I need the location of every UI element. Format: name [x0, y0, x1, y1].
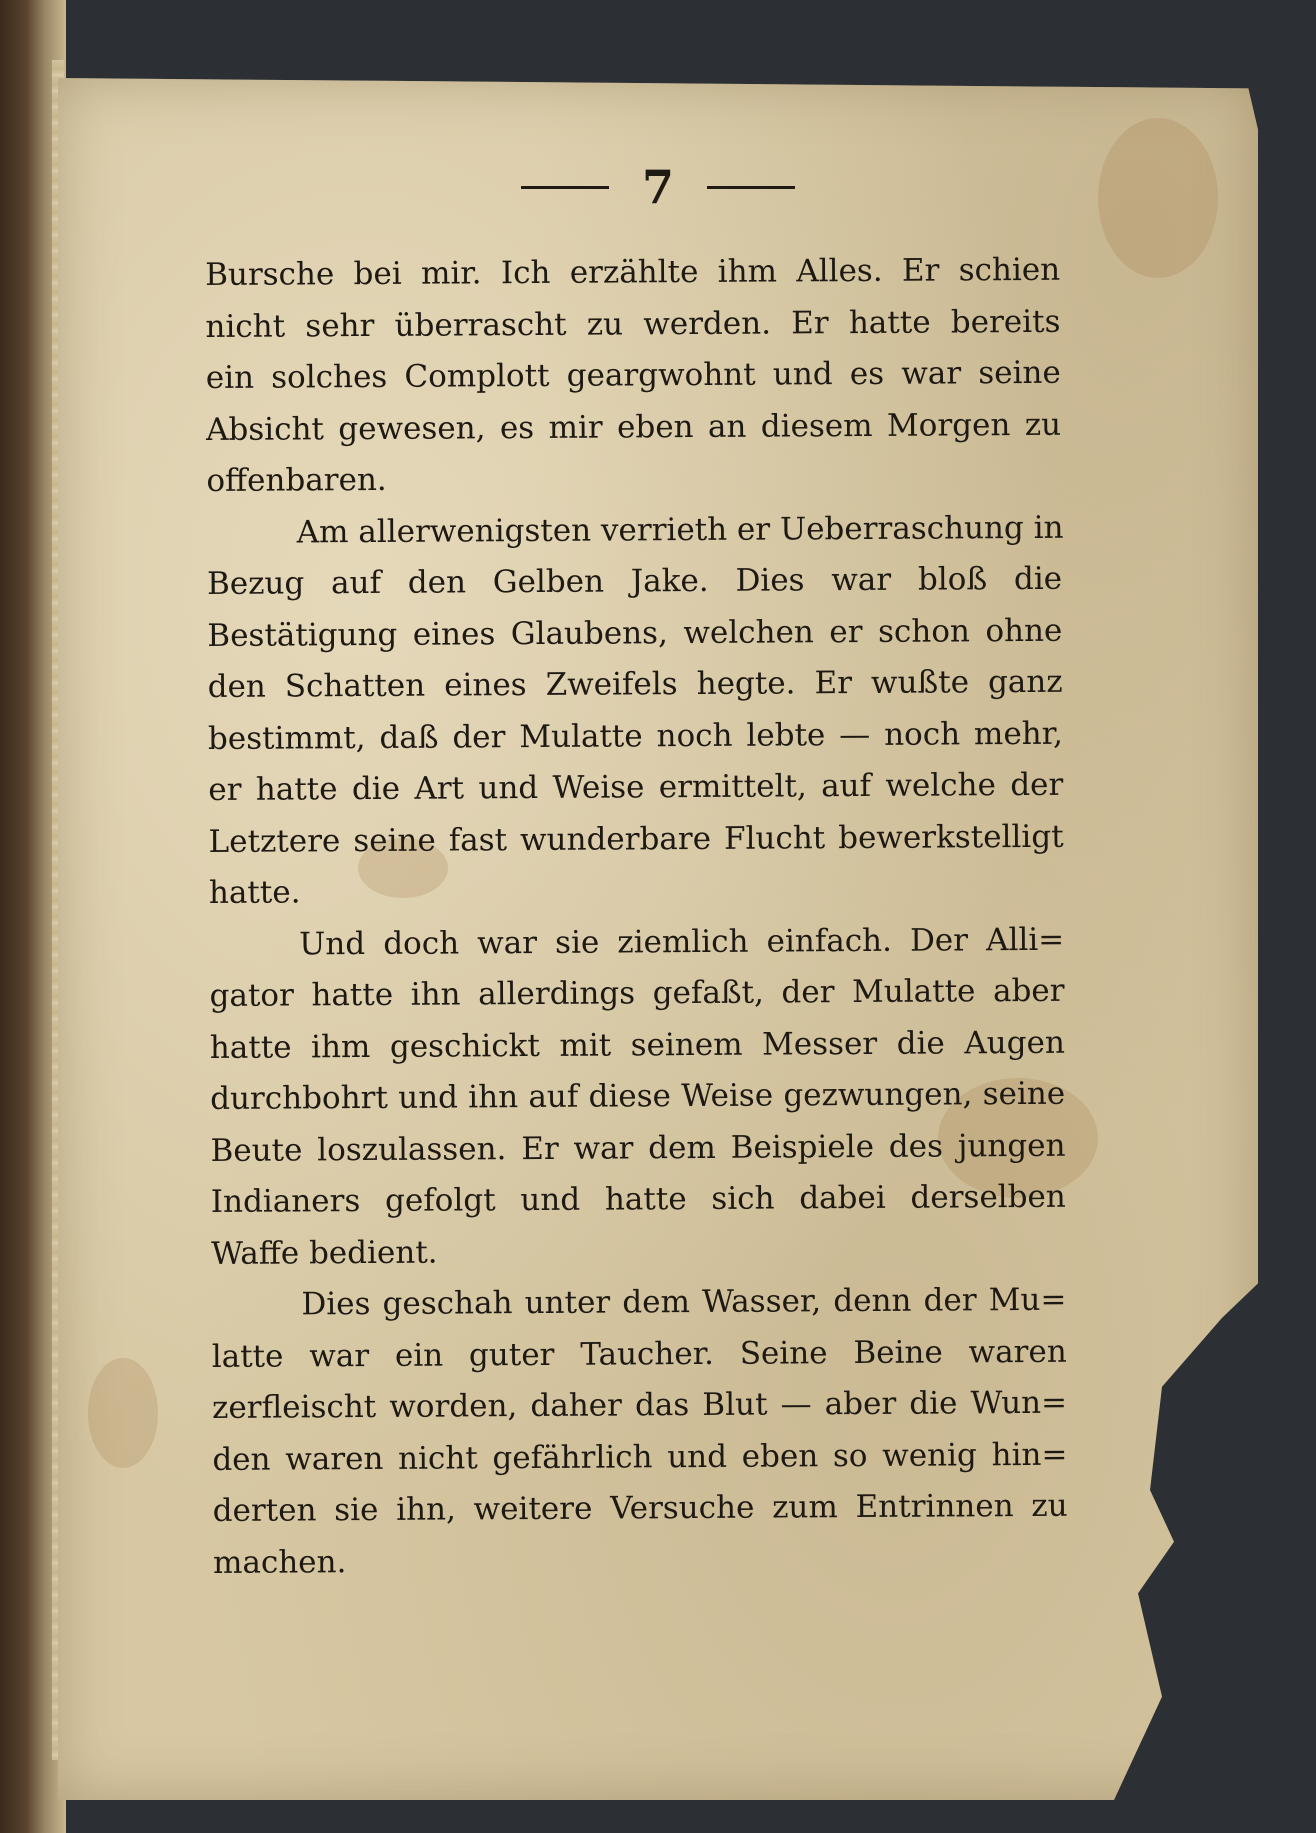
text-line: machen.: [212, 1543, 347, 1581]
text-line: latte war ein guter Taucher. Seine Beine waren: [211, 1333, 1067, 1375]
text-line: durchbohrt und ihn auf diese Weise gezwungen, seine: [210, 1075, 1066, 1117]
text-line: derten sie ihn, weitere Versuche zum Entrinnen zu: [212, 1487, 1068, 1529]
text-line: Bursche bei mir. Ich erzählte ihm Alles. Er schien: [205, 251, 1061, 293]
text-line: Dies geschah unter dem Wasser, denn der Mu=: [301, 1281, 1067, 1323]
header-rule-right: [707, 186, 795, 189]
body-text: [205, 245, 1068, 1589]
text-line: bestimmt, daß der Mulatte noch lebte — noch mehr,: [207, 715, 1064, 757]
text-line: Waffe bedient.: [211, 1234, 438, 1272]
text-line: offenbaren.: [206, 461, 387, 499]
text-line: er hatte die Art und Weise ermittelt, auf welche der: [208, 766, 1064, 808]
text-line: hatte ihm geschickt mit seinem Messer die Augen: [209, 1024, 1065, 1066]
text-line: zerfleischt worden, daher das Blut — aber die Wun=: [211, 1384, 1068, 1426]
text-line: den waren nicht gefährlich und eben so wenig hin=: [212, 1436, 1068, 1478]
page-header: [0, 160, 1316, 220]
text-line: nicht sehr überrascht zu werden. Er hatte bereits: [205, 303, 1061, 345]
text-line: Beute loszulassen. Er war dem Beispiele des jungen: [210, 1127, 1066, 1169]
text-line: Bestätigung eines Glaubens, welchen er schon ohne: [207, 612, 1063, 654]
text-line: Am allerwenigsten verrieth er Ueberraschung in: [296, 509, 1064, 550]
text-line: Letztere seine fast wunderbare Flucht bewerkstelligt: [208, 818, 1064, 860]
header-rule-left: [521, 186, 609, 189]
page-number: 7: [641, 160, 674, 214]
text-line: Indianers gefolgt und hatte sich dabei derselben: [210, 1178, 1066, 1220]
text-line: Absicht gewesen, es mir eben an diesem Morgen zu: [205, 406, 1062, 448]
text-line: hatte.: [208, 874, 301, 911]
text-line: gator hatte ihn allerdings gefaßt, der Mulatte aber: [209, 972, 1065, 1014]
text-line: den Schatten eines Zweifels hegte. Er wußte ganz: [207, 663, 1063, 705]
text-line: ein solches Complott geargwohnt und es war seine: [205, 354, 1061, 396]
text-line: Bezug auf den Gelben Jake. Dies war bloß die: [206, 560, 1063, 602]
text-line: Und doch war sie ziemlich einfach. Der Alli=: [299, 921, 1065, 962]
paper-stain: [88, 1358, 158, 1468]
